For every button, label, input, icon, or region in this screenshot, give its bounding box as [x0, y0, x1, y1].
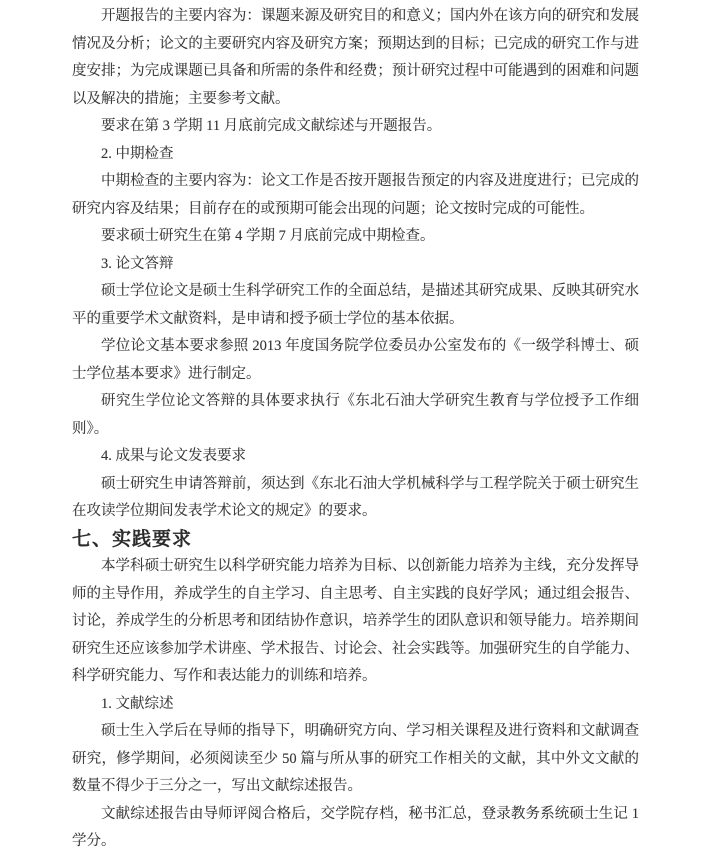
document-text-block — [72, 3, 639, 856]
list-item-1-literature-review: 1. 文献综述 — [101, 695, 174, 712]
paragraph-proposal-deadline: 要求在第 3 学期 11 月底前完成文献综述与开题报告。 — [101, 118, 442, 134]
list-item-2-midterm-check: 2. 中期检查 — [101, 145, 174, 162]
list-item-4-publication-requirements: 4. 成果与论文发表要求 — [101, 448, 246, 464]
paragraph-midterm-check-contents: 中期检查的主要内容为：论文工作是否按开题报告预定的内容及进度进行；已完成的研究内容及结果；目前存在的或预期可能会出现的问题；论文按时完成的可能性。 — [72, 173, 639, 217]
paragraph-literature-review-report-filing: 文献综述报告由导师评阅合格后，交学院存档，秘书汇总，登录教务系统硕士生记 1 学分。 — [72, 805, 639, 849]
paragraph-literature-review-requirements: 硕士生入学后在导师的指导下，明确研究方向、学习相关课程及进行资料和文献调查研究，修学期间，必须阅读至少 50 篇与所从事的研究工作相关的文献，其中外文文献的数量不得少于三分之一，写出文献综述报告。 — [72, 723, 639, 794]
heading-section-7-practice-requirements: 七、实践要求 — [72, 528, 193, 550]
paragraph-publication-requirement-details: 硕士研究生申请答辩前，须达到《东北石油大学机械科学与工程学院关于硕士研究生在攻读学位期间发表学术论文的规定》的要求。 — [72, 475, 639, 519]
paragraph-proposal-report-contents: 开题报告的主要内容为：课题来源及研究目的和意义；国内外在该方向的研究和发展情况及分析；论文的主要研究内容及研究方案；预期达到的目标；已完成的研究工作与进度安排；为完成课题已具备和所需的条件和经费；预计研究过程中可能遇到的困难和问题以及解决的措施；主要参考文献。 — [72, 8, 639, 107]
paragraph-practice-training-description: 本学科硕士研究生以科学研究能力培养为目标、以创新能力培养为主线，充分发挥导师的主导作用，养成学生的自主学习、自主思考、自主实践的良好学风；通过组会报告、讨论，养成学生的分析思考和团结协作意识，培养学生的团队意识和领导能力。培养期间研究生还应该参加学术讲座、学术报告、讨论会、社会实践等。加强研究生的自学能力、科学研究能力、写作和表达能力的训练和培养。 — [72, 558, 639, 684]
paragraph-defense-specific-requirements: 研究生学位论文答辩的具体要求执行《东北石油大学研究生教育与学位授予工作细则》。 — [72, 393, 639, 437]
paragraph-degree-thesis-basic-requirements: 学位论文基本要求参照 2013 年度国务院学位委员办公室发布的《一级学科博士、硕士学位基本要求》进行制定。 — [72, 338, 639, 382]
paragraph-thesis-definition: 硕士学位论文是硕士生科学研究工作的全面总结，是描述其研究成果、反映其研究水平的重要学术文献资料，是申请和授予硕士学位的基本依据。 — [72, 283, 639, 327]
list-item-3-thesis-defense: 3. 论文答辩 — [101, 255, 174, 272]
paragraph-midterm-check-deadline: 要求硕士研究生在第 4 学期 7 月底前完成中期检查。 — [101, 228, 435, 244]
